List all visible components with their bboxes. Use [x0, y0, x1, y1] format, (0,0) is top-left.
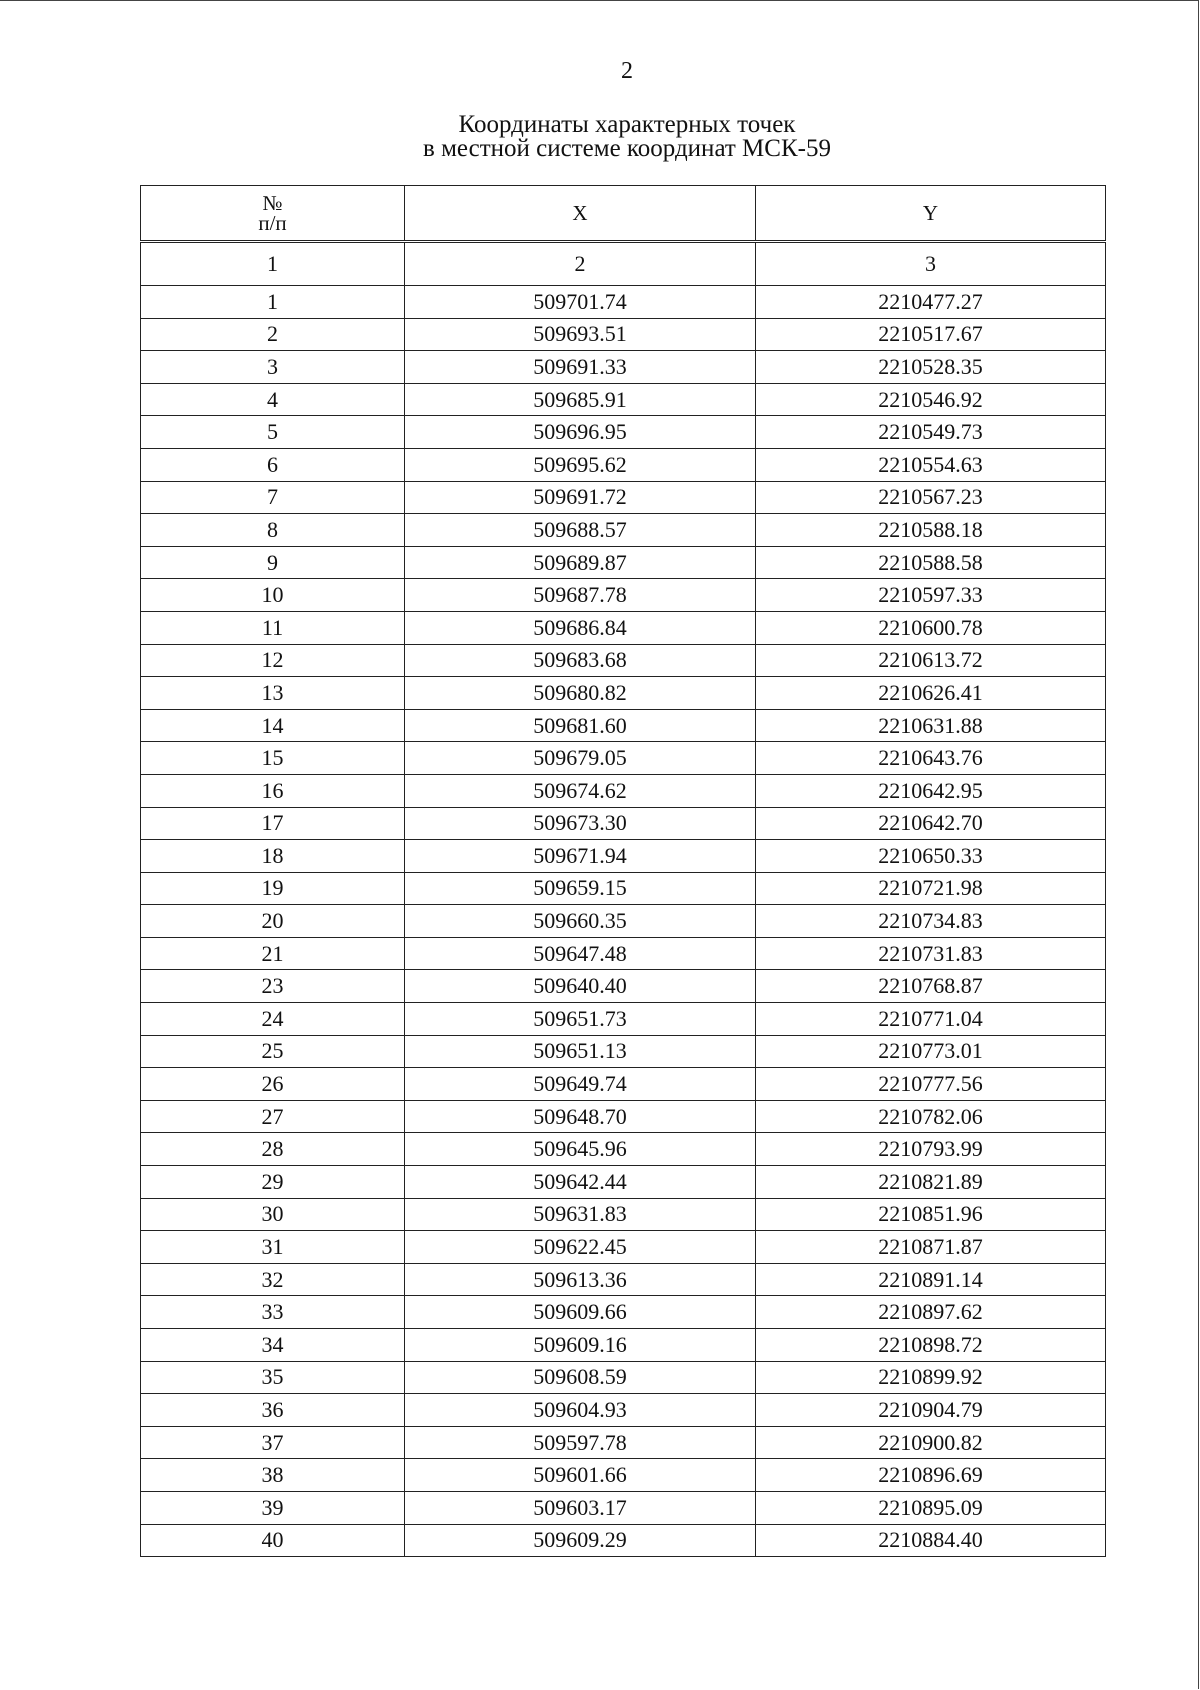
header-number	[141, 186, 405, 242]
table-row	[141, 807, 1106, 840]
header-number-pp: п/п	[258, 211, 287, 235]
x-coordinate-cell: 509601.66	[405, 1459, 756, 1492]
x-coordinate-cell: 509679.05	[405, 742, 756, 775]
table-row	[141, 611, 1106, 644]
title-line-1: Координаты характерных точек	[458, 111, 796, 138]
x-coordinate-cell: 509681.60	[405, 709, 756, 742]
x-coordinate-cell: 509609.66	[405, 1296, 756, 1329]
table-row	[141, 742, 1106, 775]
y-coordinate-cell: 2210734.83	[756, 905, 1106, 938]
point-number-cell: 36	[141, 1394, 405, 1427]
x-coordinate-cell: 509604.93	[405, 1394, 756, 1427]
table-row	[141, 1459, 1106, 1492]
y-coordinate-cell: 2210549.73	[756, 416, 1106, 449]
table-row	[141, 1231, 1106, 1264]
y-coordinate-cell: 2210642.70	[756, 807, 1106, 840]
y-coordinate-cell: 2210851.96	[756, 1198, 1106, 1231]
point-number-cell: 9	[141, 546, 405, 579]
point-number-cell: 15	[141, 742, 405, 775]
y-coordinate-cell: 2210546.92	[756, 383, 1106, 416]
point-number-cell: 31	[141, 1231, 405, 1264]
table-row	[141, 840, 1106, 873]
table-row	[141, 351, 1106, 384]
table-row	[141, 1491, 1106, 1524]
point-number-cell: 10	[141, 579, 405, 612]
x-coordinate-cell: 509609.16	[405, 1329, 756, 1362]
y-coordinate-cell: 2210768.87	[756, 970, 1106, 1003]
x-coordinate-cell: 509640.40	[405, 970, 756, 1003]
y-coordinate-cell: 2210650.33	[756, 840, 1106, 873]
x-coordinate-cell: 509603.17	[405, 1491, 756, 1524]
point-number-cell: 34	[141, 1329, 405, 1362]
x-coordinate-cell: 509647.48	[405, 937, 756, 970]
y-coordinate-cell: 2210597.33	[756, 579, 1106, 612]
y-coordinate-cell: 2210896.69	[756, 1459, 1106, 1492]
table-row	[141, 514, 1106, 547]
y-coordinate-cell: 2210600.78	[756, 611, 1106, 644]
point-number-cell: 5	[141, 416, 405, 449]
x-coordinate-cell: 509691.72	[405, 481, 756, 514]
point-number-cell: 37	[141, 1426, 405, 1459]
table-row	[141, 448, 1106, 481]
y-coordinate-cell: 2210891.14	[756, 1263, 1106, 1296]
table-row	[141, 1133, 1106, 1166]
table-row	[141, 416, 1106, 449]
x-coordinate-cell: 509648.70	[405, 1100, 756, 1133]
y-coordinate-cell: 2210897.62	[756, 1296, 1106, 1329]
coordinates-table	[140, 185, 1106, 1557]
x-coordinate-cell: 509642.44	[405, 1166, 756, 1199]
point-number-cell: 21	[141, 937, 405, 970]
x-coordinate-cell: 509609.29	[405, 1524, 756, 1557]
x-coordinate-cell: 509622.45	[405, 1231, 756, 1264]
y-coordinate-cell: 2210898.72	[756, 1329, 1106, 1362]
table-row	[141, 1426, 1106, 1459]
y-coordinate-cell: 2210871.87	[756, 1231, 1106, 1264]
y-coordinate-cell: 2210904.79	[756, 1394, 1106, 1427]
y-coordinate-cell: 2210821.89	[756, 1166, 1106, 1199]
x-coordinate-cell: 509693.51	[405, 318, 756, 351]
point-number-cell: 35	[141, 1361, 405, 1394]
y-coordinate-cell: 2210528.35	[756, 351, 1106, 384]
x-coordinate-cell: 509651.13	[405, 1035, 756, 1068]
point-number-cell: 13	[141, 677, 405, 710]
x-coordinate-cell: 509701.74	[405, 286, 756, 319]
point-number-cell: 8	[141, 514, 405, 547]
table-row	[141, 905, 1106, 938]
y-coordinate-cell: 2210777.56	[756, 1068, 1106, 1101]
table-row	[141, 677, 1106, 710]
table-row	[141, 1198, 1106, 1231]
table-row	[141, 1329, 1106, 1362]
point-number-cell: 18	[141, 840, 405, 873]
y-coordinate-cell: 2210731.83	[756, 937, 1106, 970]
y-coordinate-cell: 2210642.95	[756, 774, 1106, 807]
x-coordinate-cell: 509685.91	[405, 383, 756, 416]
y-coordinate-cell: 2210588.18	[756, 514, 1106, 547]
point-number-cell: 17	[141, 807, 405, 840]
y-coordinate-cell: 2210517.67	[756, 318, 1106, 351]
x-coordinate-cell: 509674.62	[405, 774, 756, 807]
table-header-row	[141, 186, 1106, 242]
x-coordinate-cell: 509689.87	[405, 546, 756, 579]
table-row	[141, 383, 1106, 416]
column-number-3: 3	[756, 242, 1106, 286]
table-row	[141, 1361, 1106, 1394]
table-row	[141, 579, 1106, 612]
table-row	[141, 1296, 1106, 1329]
table-row	[141, 1394, 1106, 1427]
page-number: 2	[621, 58, 633, 84]
y-coordinate-cell: 2210782.06	[756, 1100, 1106, 1133]
point-number-cell: 14	[141, 709, 405, 742]
table-row	[141, 1068, 1106, 1101]
point-number-cell: 24	[141, 1003, 405, 1036]
table-row	[141, 774, 1106, 807]
x-coordinate-cell: 509696.95	[405, 416, 756, 449]
y-coordinate-cell: 2210721.98	[756, 872, 1106, 905]
table-row	[141, 1524, 1106, 1557]
table-row	[141, 481, 1106, 514]
point-number-cell: 16	[141, 774, 405, 807]
point-number-cell: 2	[141, 318, 405, 351]
x-coordinate-cell: 509688.57	[405, 514, 756, 547]
point-number-cell: 7	[141, 481, 405, 514]
table-row	[141, 709, 1106, 742]
point-number-cell: 39	[141, 1491, 405, 1524]
point-number-cell: 1	[141, 286, 405, 319]
y-coordinate-cell: 2210554.63	[756, 448, 1106, 481]
header-y: Y	[756, 186, 1106, 242]
y-coordinate-cell: 2210895.09	[756, 1491, 1106, 1524]
y-coordinate-cell: 2210884.40	[756, 1524, 1106, 1557]
point-number-cell: 29	[141, 1166, 405, 1199]
table-row	[141, 1166, 1106, 1199]
point-number-cell: 33	[141, 1296, 405, 1329]
column-numbering-row	[141, 242, 1106, 286]
x-coordinate-cell: 509613.36	[405, 1263, 756, 1296]
y-coordinate-cell: 2210631.88	[756, 709, 1106, 742]
point-number-cell: 23	[141, 970, 405, 1003]
y-coordinate-cell: 2210613.72	[756, 644, 1106, 677]
point-number-cell: 4	[141, 383, 405, 416]
point-number-cell: 12	[141, 644, 405, 677]
header-x: X	[405, 186, 756, 242]
title-line-2: в местной системе координат МСК-59	[423, 135, 831, 162]
column-number-1: 1	[141, 242, 405, 286]
y-coordinate-cell: 2210643.76	[756, 742, 1106, 775]
y-coordinate-cell: 2210793.99	[756, 1133, 1106, 1166]
table-row	[141, 1263, 1106, 1296]
table-row	[141, 1003, 1106, 1036]
column-number-2: 2	[405, 242, 756, 286]
point-number-cell: 32	[141, 1263, 405, 1296]
point-number-cell: 27	[141, 1100, 405, 1133]
table-row	[141, 872, 1106, 905]
x-coordinate-cell: 509695.62	[405, 448, 756, 481]
x-coordinate-cell: 509680.82	[405, 677, 756, 710]
point-number-cell: 6	[141, 448, 405, 481]
point-number-cell: 3	[141, 351, 405, 384]
table-row	[141, 970, 1106, 1003]
x-coordinate-cell: 509645.96	[405, 1133, 756, 1166]
table-row	[141, 644, 1106, 677]
x-coordinate-cell: 509651.73	[405, 1003, 756, 1036]
x-coordinate-cell: 509597.78	[405, 1426, 756, 1459]
y-coordinate-cell: 2210900.82	[756, 1426, 1106, 1459]
x-coordinate-cell: 509631.83	[405, 1198, 756, 1231]
x-coordinate-cell: 509683.68	[405, 644, 756, 677]
point-number-cell: 30	[141, 1198, 405, 1231]
x-coordinate-cell: 509608.59	[405, 1361, 756, 1394]
table-row	[141, 318, 1106, 351]
y-coordinate-cell: 2210773.01	[756, 1035, 1106, 1068]
x-coordinate-cell: 509649.74	[405, 1068, 756, 1101]
point-number-cell: 19	[141, 872, 405, 905]
document-title	[0, 113, 1200, 161]
y-coordinate-cell: 2210899.92	[756, 1361, 1106, 1394]
y-coordinate-cell: 2210477.27	[756, 286, 1106, 319]
point-number-cell: 20	[141, 905, 405, 938]
table-row	[141, 1035, 1106, 1068]
x-coordinate-cell: 509687.78	[405, 579, 756, 612]
y-coordinate-cell: 2210626.41	[756, 677, 1106, 710]
table-row	[141, 286, 1106, 319]
x-coordinate-cell: 509671.94	[405, 840, 756, 873]
y-coordinate-cell: 2210771.04	[756, 1003, 1106, 1036]
x-coordinate-cell: 509660.35	[405, 905, 756, 938]
y-coordinate-cell: 2210588.58	[756, 546, 1106, 579]
point-number-cell: 11	[141, 611, 405, 644]
y-coordinate-cell: 2210567.23	[756, 481, 1106, 514]
table-row	[141, 1100, 1106, 1133]
point-number-cell: 40	[141, 1524, 405, 1557]
x-coordinate-cell: 509673.30	[405, 807, 756, 840]
header-number-sign: №	[262, 191, 283, 215]
point-number-cell: 25	[141, 1035, 405, 1068]
point-number-cell: 38	[141, 1459, 405, 1492]
x-coordinate-cell: 509659.15	[405, 872, 756, 905]
x-coordinate-cell: 509686.84	[405, 611, 756, 644]
point-number-cell: 26	[141, 1068, 405, 1101]
point-number-cell: 28	[141, 1133, 405, 1166]
table-row	[141, 937, 1106, 970]
x-coordinate-cell: 509691.33	[405, 351, 756, 384]
table-row	[141, 546, 1106, 579]
